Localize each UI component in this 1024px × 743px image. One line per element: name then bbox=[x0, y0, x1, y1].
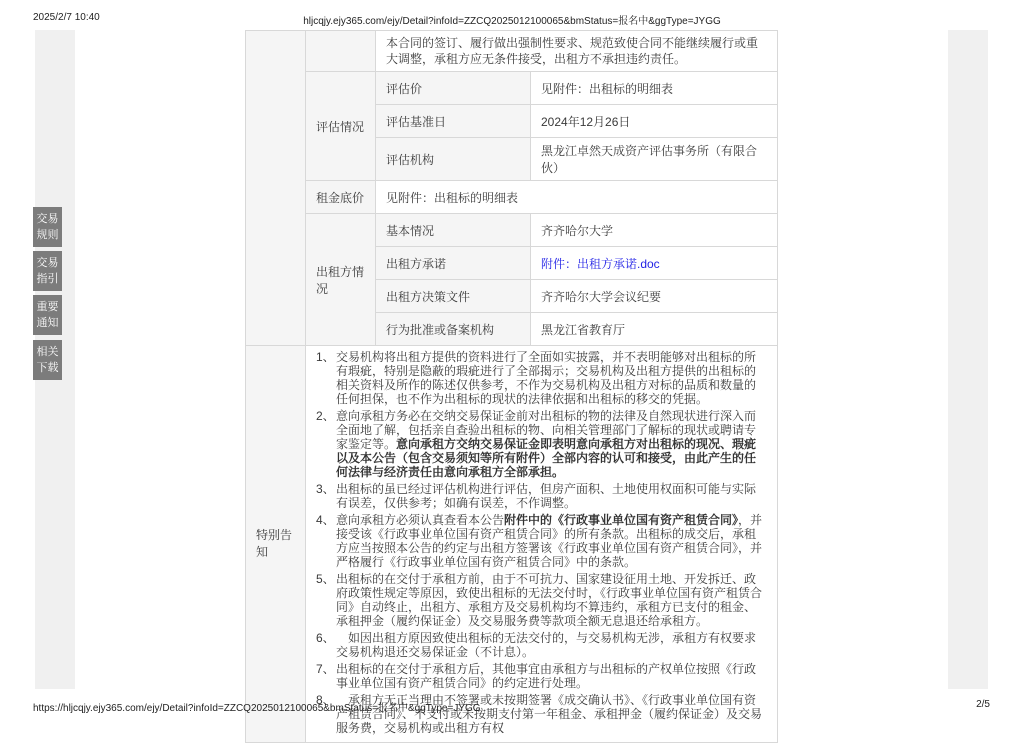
field-value-lessor-decision-doc: 齐齐哈尔大学会议纪要 bbox=[531, 280, 778, 313]
header-date: 2025/2/7 10:40 bbox=[33, 12, 100, 23]
field-label-lessor-decision-doc: 出租方决策文件 bbox=[376, 280, 531, 313]
contract-clause-continuation: 本合同的签订、履行做出强制性要求、规范致使合同不能继续履行或重大调整，承租方应无条件接受，出租方不承担违约责任。 bbox=[376, 31, 778, 72]
sidebar-tab-important-notice[interactable]: 重要通知 bbox=[33, 295, 62, 335]
field-label-lessor-commitment: 出租方承诺 bbox=[376, 247, 531, 280]
field-value-evaluation-price: 见附件：出租标的明细表 bbox=[531, 72, 778, 105]
announcement-detail-table bbox=[245, 30, 778, 743]
notice-item: 1、 交易机构将出租方提供的资料进行了全面如实披露，并不表明能够对出租标的所有瑕疵，特别是隐蔽的瑕疵进行了全部揭示；交易机构及出租方提供的出租标的相关资料及所作的陈述仅供参考，不作为交易机构及出租方对标的品质和数量的任何担保，也不作为出租标的现状的法律依据和出租标的移交的凭据。 bbox=[316, 350, 757, 406]
merged-subcategory-cell bbox=[306, 31, 376, 72]
footer-url: https://hljcqjy.ejy365.com/ejy/Detail?infoId=ZZCQ2025012100065&bmStatus=报名中&ggType=JYGG bbox=[33, 703, 481, 714]
notice-item: 6、 如因出租方原因致使出租标的无法交付的，与交易机构无涉，承租方有权要求交易机构退还交易保证金（不计息）。 bbox=[316, 631, 757, 659]
field-value-rent-floor-price: 见附件：出租标的明细表 bbox=[376, 181, 778, 214]
sidebar-tab-trade-guide[interactable]: 交易指引 bbox=[33, 251, 62, 291]
field-label-approval-agency: 行为批准或备案机构 bbox=[376, 313, 531, 346]
field-label-rent-floor-price: 租金底价 bbox=[306, 181, 376, 214]
field-value-approval-agency: 黑龙江省教育厅 bbox=[531, 313, 778, 346]
floating-side-tabs bbox=[33, 207, 62, 384]
group-label-special-notice: 特别告知 bbox=[246, 346, 306, 743]
lessor-commitment-doc-link[interactable]: 附件：出租方承诺.doc bbox=[541, 256, 660, 271]
notice-item: 7、 出租标的在交付于承租方后，其他事宜由承租方与出租标的产权单位按照《行政事业单位国有资产租赁合同》的约定进行处理。 bbox=[316, 662, 757, 690]
field-value-basic-info: 齐齐哈尔大学 bbox=[531, 214, 778, 247]
field-label-evaluation-price: 评估价 bbox=[376, 72, 531, 105]
footer-page-number: 2/5 bbox=[976, 699, 990, 710]
notice-item: 8、 承租方无正当理由不签署或未按期签署《成交确认书》、《行政事业单位国有资产租赁合同》、不支付或未按期支付第一年租金、承租押金（履约保证金）及交易服务费，交易机构或出租方有权 bbox=[316, 693, 763, 735]
notice-item: 4、 意向承租方必须认真查看本公告附件中的《行政事业单位国有资产租赁合同》，并接受该《行政事业单位国有资产租赁合同》的所有条款。出租标的成交后，承租方应当按照本公告的约定与出租方签署该《行政事业单位国有资产租赁合同》，并严格履行《行政事业单位国有资产租赁合同》中的条款。 bbox=[316, 513, 763, 569]
merged-category-cell bbox=[246, 31, 306, 346]
field-value-evaluation-base-date: 2024年12月26日 bbox=[531, 105, 778, 138]
field-value-lessor-commitment bbox=[531, 247, 778, 280]
special-notice-body bbox=[306, 346, 778, 743]
field-label-basic-info: 基本情况 bbox=[376, 214, 531, 247]
header-url: hljcqjy.ejy365.com/ejy/Detail?infoId=ZZCQ2025012100065&bmStatus=报名中&ggType=JYGG bbox=[303, 16, 721, 27]
field-label-evaluation-base-date: 评估基准日 bbox=[376, 105, 531, 138]
group-label-evaluation: 评估情况 bbox=[306, 72, 376, 181]
sidebar-tab-related-downloads[interactable]: 相关下载 bbox=[33, 340, 62, 380]
field-label-evaluation-agency: 评估机构 bbox=[376, 138, 531, 181]
notice-item: 3、 出租标的虽已经过评估机构进行评估，但房产面积、土地使用权面积可能与实际有误差，仅供参考；如确有误差，不作调整。 bbox=[316, 482, 757, 510]
notice-item: 5、 出租标的在交付于承租方前，由于不可抗力、国家建设征用土地、开发拆迁、政府政策性规定等原因，致使出租标的无法交付时，《行政事业单位国有资产租赁合同》自动终止，出租方、承租方及交易机构均不算违约，承租方已支付的租金、承租押金（履约保证金）及交易服务费等款项全额无息退还给承租方。 bbox=[316, 572, 763, 628]
group-label-lessor: 出租方情况 bbox=[306, 214, 376, 346]
field-value-evaluation-agency: 黑龙江卓然天成资产评估事务所（有限合伙） bbox=[531, 138, 778, 181]
page-background-band-right bbox=[948, 30, 988, 689]
sidebar-tab-trade-rules[interactable]: 交易规则 bbox=[33, 207, 62, 247]
special-notice-list bbox=[316, 350, 767, 735]
notice-item: 2、 意向承租方务必在交纳交易保证金前对出租标的物的法律及自然现状进行深入而全面地了解，包括亲自查验出租标的物、向相关管理部门了解标的现状或聘请专家鉴定等。意向承租方交纳交易保证金即表明意向承租方对出租标的现况、瑕疵以及本公告（包含交易须知等所有附件）全部内容的认可和接受，由此产生的任何法律与经济责任由意向承租方全部承担。 bbox=[316, 409, 757, 479]
